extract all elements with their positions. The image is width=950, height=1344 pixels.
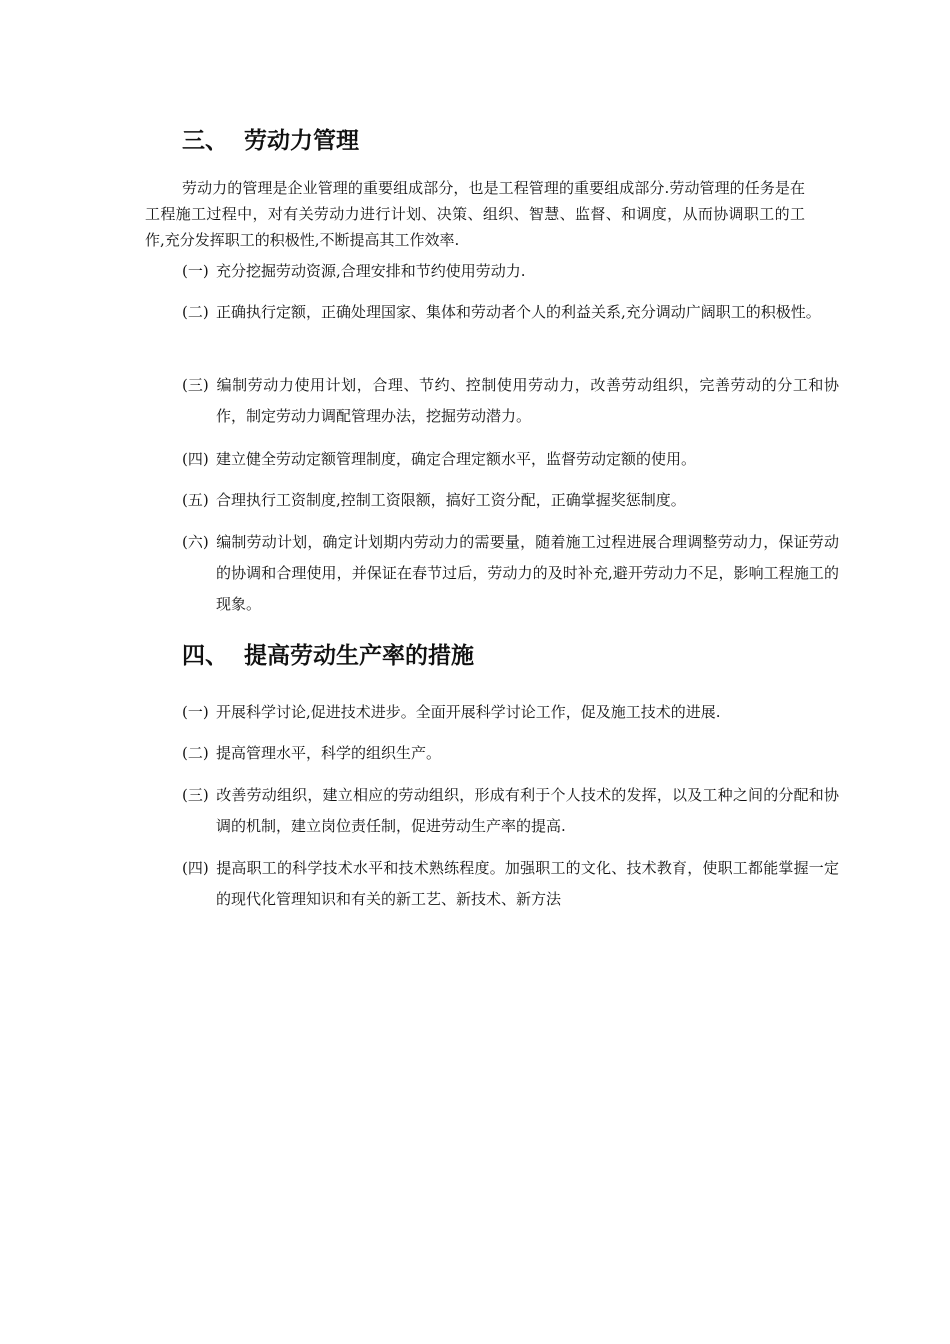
list-item [182, 444, 839, 475]
list-item [182, 256, 839, 287]
list-item-text: 开展科学讨论,促进技术进步。全面开展科学讨论工作，促及施工技术的进展. [216, 703, 721, 721]
list-item-marker: (三) [182, 786, 209, 804]
section-heading [182, 641, 474, 671]
list-item-text: 改善劳动组织，建立相应的劳动组织，形成有利于个人技术的发挥，以及工种之间的分配和协调的机制，建立岗位责任制，促进劳动生产率的提高. [216, 786, 839, 835]
list-item-marker: (六) [182, 533, 209, 551]
list-item-text: 正确执行定额，正确处理国家、集体和劳动者个人的利益关系,充分调动广阔职工的积极性。 [216, 303, 821, 321]
section-title: 劳动力管理 [244, 128, 359, 154]
list-item [182, 738, 839, 769]
list-item-marker: (五) [182, 491, 209, 509]
section-title: 提高劳动生产率的措施 [244, 643, 474, 669]
list-item-marker: (二) [182, 303, 209, 321]
list-item [182, 527, 839, 620]
section-heading [182, 126, 359, 156]
list-item-text: 提高职工的科学技术水平和技术熟练程度。加强职工的文化、技术教育，使职工都能掌握一定的现代化管理知识和有关的新工艺、新技术、新方法 [216, 859, 839, 908]
list-item-text: 建立健全劳动定额管理制度，确定合理定额水平，监督劳动定额的使用。 [216, 450, 697, 468]
list-item [182, 697, 839, 728]
section-intro-paragraph: 劳动力的管理是企业管理的重要组成部分，也是工程管理的重要组成部分.劳动管理的任务是在工程施工过程中，对有关劳动力进行计划、决策、组织、智慧、监督、和调度，从而协调职工的工作,充分发挥职工的积极性,不断提高其工作效率. [145, 179, 805, 249]
list-item-marker: (四) [182, 859, 209, 877]
list-item [182, 780, 839, 842]
list-item-text: 提高管理水平，科学的组织生产。 [216, 744, 442, 762]
list-item [182, 853, 839, 915]
list-item-text: 编制劳动计划，确定计划期内劳动力的需要量，随着施工过程进展合理调整劳动力，保证劳动的协调和合理使用，并保证在春节过后，劳动力的及时补充,避开劳动力不足，影响工程施工的现象。 [216, 533, 839, 613]
list-item [182, 370, 839, 432]
list-item-text: 编制劳动力使用计划，合理、节约、控制使用劳动力，改善劳动组织，完善劳动的分工和协作，制定劳动力调配管理办法，挖掘劳动潜力。 [216, 376, 839, 425]
section-number: 三、 [182, 128, 228, 154]
list-item [182, 485, 839, 516]
list-item-marker: (二) [182, 744, 209, 762]
list-item-marker: (一) [182, 703, 209, 721]
list-item-marker: (三) [182, 376, 209, 394]
list-item-marker: (一) [182, 262, 209, 280]
section-number: 四、 [182, 643, 228, 669]
list-item-marker: (四) [182, 450, 209, 468]
list-item-text: 充分挖掘劳动资源,合理安排和节约使用劳动力. [216, 262, 526, 280]
list-item-text: 合理执行工资制度,控制工资限额，搞好工资分配，正确掌握奖惩制度。 [216, 491, 686, 509]
list-item [182, 297, 839, 328]
